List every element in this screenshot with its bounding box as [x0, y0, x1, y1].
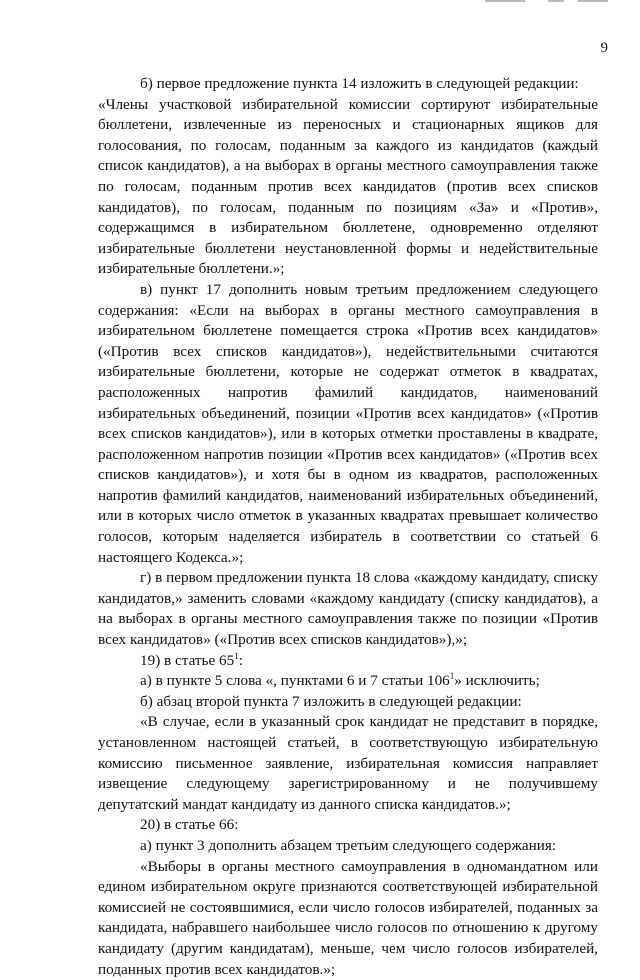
paragraph: г) в первом предложении пункта 18 слова «каждому кандидату, списку кандидатов,» заменить словами «каждому кандидату (списку кандидатов), а на выборах в органы местного самоуправления также по позиции «Против всех кандидатов» («Против всех списков кандидатов»),»; [98, 569, 598, 649]
superscript: 1 [449, 671, 455, 682]
paragraph [98, 651, 598, 672]
paragraph: «В случае, если в указанный срок кандидат не представит в порядке, установленном настоящей статьей, в соответствующую избирательную комиссию письменное заявление, избирательная комиссия направляет извещение следующему зарегистрированному и не получившему депутатский мандат кандидату из данного списка кандидатов.»; [98, 713, 598, 813]
paragraph: «Выборы в органы местного самоуправления в одномандатном или едином избирательном округе признаются соответствующей избирательной комиссией не состоявшимися, если число голосов избирателей, поданных за кандидата, набравшего наибольшее число голосов по отношению к другому кандидату (другим кандидатам), меньше, чем число голосов избирателей, поданных против всех кандидатов.»; [98, 857, 598, 978]
paragraph: в) пункт 17 дополнить новым третьим предложением следующего содержания: «Если на выборах в органы местного самоуправления в избирательном бюллетене помещается строка «Против всех кандидатов» («Против всех списков кандидатов»), недействительными считаются избирательные бюллетени, которые не содержат отметок в квадратах, расположенных напротив фамилий кандидатов, наименований избирательных объединений, позиции «Против всех кандидатов» («Против всех списков кандидатов»), или в которых отметки проставлены в квадрате, расположенном напротив позиции «Против всех кандидатов» («Против всех списков кандидатов»), и хотя бы в одном из квадратов, расположенных напротив фамилий кандидатов, наименований избирательных объединений, или в которых число отметок в указанных квадратах превышает количество голосов, которым наделяется избиратель в соответствии со статьей 6 настоящего Кодекса.»; [98, 280, 598, 566]
scan-artifact [548, 0, 564, 2]
paragraph: а) пункт 3 дополнить абзацем третьим следующего содержания: [140, 836, 557, 854]
superscript: 1 [234, 650, 239, 661]
paragraph-text: 19) в статье 65 [140, 651, 235, 669]
paragraph-text: : [238, 651, 243, 669]
paragraph: 20) в статье 66: [140, 816, 239, 834]
paragraph-text: а) в пункте 5 слова «, пунктами 6 и 7 статьи 106 [140, 672, 450, 690]
document-body [98, 74, 598, 980]
paragraph: б) первое предложение пункта 14 изложить в следующей редакции: [140, 75, 579, 92]
paragraph [98, 671, 598, 692]
page-number: 9 [600, 40, 608, 56]
paragraph: «Члены участковой избирательной комиссии сортируют избирательные бюллетени, извлеченные из переносных и стационарных ящиков для голосования, по голосам, поданным за каждого из кандидатов (каждый список кандидатов), а на выборах в органы местного самоуправления также по голосам, поданным против всех кандидатов (против всех списков кандидатов), по голосам, поданным по позициям «За» и «Против», содержащимся в избирательном бюллетене, одновременно отделяют избирательные бюллетени неустановленной формы и недействительные избирательные бюллетени.»; [98, 95, 598, 278]
paragraph: б) абзац второй пункта 7 изложить в следующей редакции: [140, 692, 522, 710]
scan-artifact [578, 0, 608, 2]
paragraph-text: » исключить; [454, 672, 540, 690]
scan-artifact [485, 0, 525, 2]
